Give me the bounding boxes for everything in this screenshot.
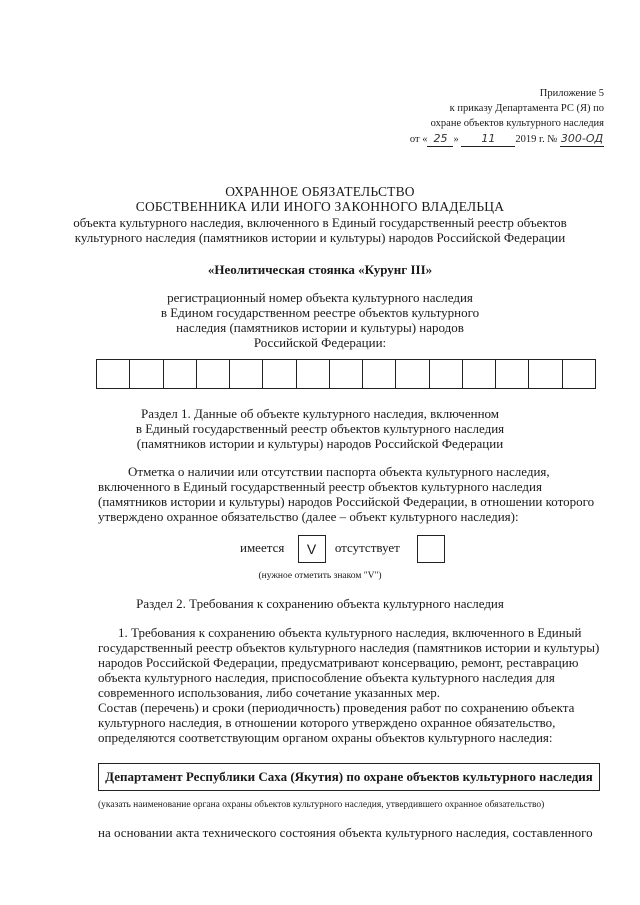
reg-number-grid[interactable] <box>96 359 596 389</box>
passport-line-2: включенного в Единый государственный реестр объектов культурного наследия <box>98 479 542 494</box>
section2-title: Раздел 2. Требования к сохранению объекта культурного наследия <box>136 596 504 611</box>
reg-cell[interactable] <box>463 360 496 388</box>
date-mid: » <box>453 134 459 145</box>
passport-line-3: (памятников истории и культуры) народов Российской Федерации, в отношении которого <box>98 494 595 509</box>
section2-p1-line-1: 1. Требования к сохранению объекта культурного наследия, включенного в Единый <box>118 625 582 640</box>
section2-p1-line-5: современного использования, либо сочетание указанных мер. <box>98 685 440 700</box>
doc-subtitle-1: объекта культурного наследия, включенного в Единый государственный реестр объектов <box>73 215 567 230</box>
passport-checkbox-row <box>240 535 445 563</box>
reg-cell[interactable] <box>263 360 296 388</box>
section1-line-2: в Единый государственный реестр объектов культурного наследия <box>135 421 505 436</box>
checkbox-note: (нужное отметить знаком "V") <box>258 571 382 581</box>
department-caption: (указать наименование органа охраны объектов культурного наследия, утвердившего охранное обязательство) <box>98 800 545 810</box>
reg-cell[interactable] <box>130 360 163 388</box>
section2-p2-line-1: Состав (перечень) и сроки (периодичность) проведения работ по сохранению объекта <box>98 700 575 715</box>
section2-p2-line-3: определяются соответствующим органом охраны объектов культурного наследия: <box>98 730 553 745</box>
section1-line-3: (памятников истории и культуры) народов Российской Федерации <box>136 436 504 451</box>
has-passport-label: имеется <box>240 539 285 555</box>
section2-p1-line-2: государственный реестр объектов культурного наследия (памятников истории и культуры) <box>98 640 600 655</box>
reg-cell[interactable] <box>297 360 330 388</box>
date-prefix: от « <box>409 134 428 145</box>
doc-title-1: ОХРАННОЕ ОБЯЗАТЕЛЬСТВО <box>225 184 415 199</box>
passport-line-4: утверждено охранное обязательство (далее – объект культурного наследия): <box>98 509 519 524</box>
doc-subtitle-2: культурного наследия (памятников истории и культуры) народов Российской Федерации <box>74 230 566 245</box>
reg-line-4: Российской Федерации: <box>253 335 387 350</box>
reg-cell[interactable] <box>197 360 230 388</box>
reg-line-1: регистрационный номер объекта культурного наследия <box>167 290 473 305</box>
reg-cell[interactable] <box>164 360 197 388</box>
section1-line-1: Раздел 1. Данные об объекте культурного наследия, включенном <box>140 406 500 421</box>
order-number: 300-ОД <box>560 132 604 145</box>
reg-cell[interactable] <box>529 360 562 388</box>
reg-cell[interactable] <box>496 360 529 388</box>
reg-line-3: наследия (памятников истории и культуры) народов <box>176 320 464 335</box>
object-name: «Неолитическая стоянка «Курунг III» <box>207 262 433 277</box>
no-passport-label: отсутствует <box>334 539 400 555</box>
reg-cell[interactable] <box>97 360 130 388</box>
date-year: 2019 г. № <box>515 134 558 145</box>
reg-cell[interactable] <box>563 360 595 388</box>
has-passport-checkbox[interactable]: V <box>298 535 326 563</box>
department-name-field[interactable]: Департамент Республики Саха (Якутия) по охране объектов культурного наследия <box>98 763 600 791</box>
passport-line-1: Отметка о наличии или отсутствии паспорта объекта культурного наследия, <box>128 464 550 479</box>
reg-cell[interactable] <box>430 360 463 388</box>
reg-cell[interactable] <box>330 360 363 388</box>
reg-cell[interactable] <box>230 360 263 388</box>
reg-cell[interactable] <box>363 360 396 388</box>
reg-cell[interactable] <box>396 360 429 388</box>
no-passport-checkbox[interactable] <box>417 535 445 563</box>
appendix-line-3: охране объектов культурного наследия <box>430 118 604 129</box>
appendix-date-line <box>410 131 604 147</box>
date-month: 11 <box>461 131 515 147</box>
appendix-line-2: к приказу Департамента РС (Я) по <box>449 103 604 114</box>
date-day: 25 <box>427 131 453 147</box>
appendix-line-1: Приложение 5 <box>539 88 604 99</box>
section2-p2-line-2: культурного наследия, в отношении которого утверждено охранное обязательство, <box>98 715 556 730</box>
section2-p1-line-4: объекта культурного наследия, приспособление объекта культурного наследия для <box>98 670 555 685</box>
reg-line-2: в Едином государственном реестре объектов культурного <box>160 305 480 320</box>
appendix-block <box>410 86 604 147</box>
basis-line: на основании акта технического состояния объекта культурного наследия, составленного <box>98 825 593 840</box>
section2-p1-line-3: народов Российской Федерации, предусматривают консервацию, ремонт, реставрацию <box>98 655 579 670</box>
doc-title-2: СОБСТВЕННИКА ИЛИ ИНОГО ЗАКОННОГО ВЛАДЕЛЬЦА <box>135 199 505 214</box>
